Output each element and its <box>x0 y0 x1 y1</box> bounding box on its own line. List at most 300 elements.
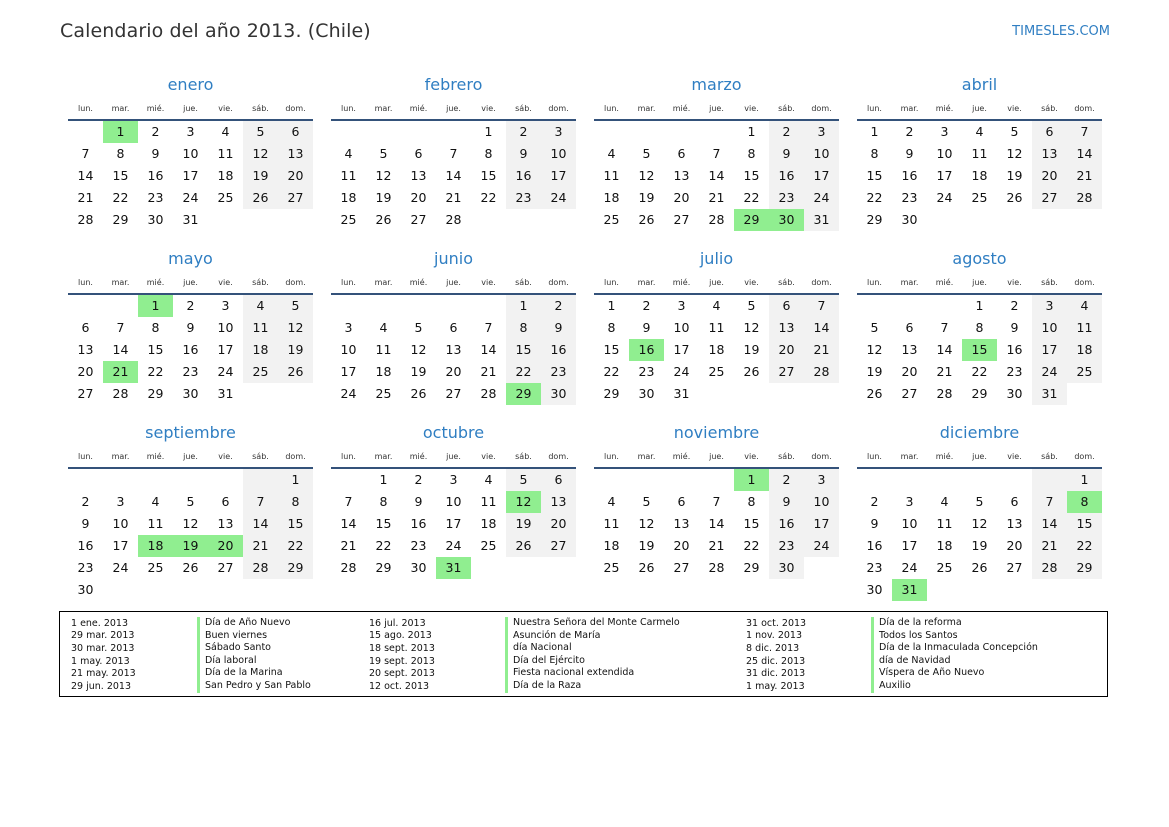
weekday-label: mar. <box>374 278 393 287</box>
day-cell: 14 <box>77 168 94 183</box>
month-diciembre <box>857 420 1102 597</box>
weekday-label: vie. <box>1007 104 1022 113</box>
weekday-label: lun. <box>341 452 356 461</box>
day-cell: 15 <box>1067 513 1102 535</box>
day-cell: 5 <box>975 494 984 509</box>
empty-cell <box>103 469 138 491</box>
day-cell: 11 <box>375 342 392 357</box>
day-cell: 19 <box>743 342 760 357</box>
day-grid <box>594 469 839 579</box>
day-cell: 20 <box>1006 538 1023 553</box>
day-cell: 21 <box>77 190 94 205</box>
day-cell: 29 <box>112 212 129 227</box>
day-cell: 4 <box>975 124 984 139</box>
day-cell: 17 <box>445 516 462 531</box>
day-cell: 10 <box>673 320 690 335</box>
day-cell: 25 <box>340 212 357 227</box>
weekday-label: jue. <box>709 104 724 113</box>
month-marzo <box>594 72 839 237</box>
day-cell: 31 <box>804 209 839 231</box>
day-cell: 25 <box>147 560 164 575</box>
day-cell: 24 <box>804 535 839 557</box>
page-title: Calendario del año 2013. (Chile) <box>60 20 371 42</box>
day-cell: 18 <box>1067 339 1102 361</box>
day-cell: 21 <box>340 538 357 553</box>
weekday-label: vie. <box>744 104 759 113</box>
legend-column <box>71 617 311 693</box>
day-cell: 10 <box>445 494 462 509</box>
day-cell: 26 <box>506 535 541 557</box>
day-cell: 20 <box>1032 165 1067 187</box>
day-cell: 5 <box>747 298 756 313</box>
empty-cell <box>68 121 103 143</box>
day-cell: 24 <box>936 190 953 205</box>
day-cell: 1 <box>484 124 493 139</box>
day-cell: 22 <box>506 361 541 383</box>
day-cell: 11 <box>243 317 278 339</box>
legend-date: 12 oct. 2013 <box>369 680 430 692</box>
day-cell: 25 <box>375 386 392 401</box>
month-noviembre <box>594 420 839 585</box>
day-cell: 28 <box>804 361 839 383</box>
day-cell: 12 <box>278 317 313 339</box>
empty-cell <box>331 295 366 317</box>
site-link[interactable]: TIMESLES.COM <box>1012 24 1110 39</box>
day-cell: 23 <box>1006 364 1023 379</box>
day-cell: 16 <box>866 538 883 553</box>
empty-cell <box>471 557 506 579</box>
legend-holiday-name: día Nacional <box>505 642 572 655</box>
day-cell: 23 <box>77 560 94 575</box>
empty-cell <box>436 121 471 143</box>
weekday-header <box>857 98 1102 121</box>
day-cell: 30 <box>1006 386 1023 401</box>
day-cell: 3 <box>541 121 576 143</box>
empty-cell <box>103 579 138 601</box>
day-cell: 28 <box>243 557 278 579</box>
day-cell: 1 <box>278 469 313 491</box>
day-cell: 22 <box>147 364 164 379</box>
legend-holiday-name: Buen viernes <box>197 630 267 643</box>
day-cell: 7 <box>116 320 125 335</box>
day-cell: 15 <box>375 516 392 531</box>
empty-cell <box>927 209 962 231</box>
legend-entry <box>746 642 1038 655</box>
day-cell: 2 <box>541 295 576 317</box>
day-cell: 16 <box>506 165 541 187</box>
day-cell: 26 <box>866 386 883 401</box>
day-cell: 18 <box>936 538 953 553</box>
weekday-label: mié. <box>409 104 428 113</box>
weekday-label: mié. <box>672 278 691 287</box>
day-cell: 12 <box>743 320 760 335</box>
weekday-label: vie. <box>218 104 233 113</box>
weekday-label: vie. <box>744 452 759 461</box>
legend-entry <box>369 630 680 643</box>
day-cell: 12 <box>375 168 392 183</box>
day-cell: 31 <box>217 386 234 401</box>
weekday-label: lun. <box>78 104 93 113</box>
day-cell: 13 <box>278 143 313 165</box>
day-cell: 4 <box>221 124 230 139</box>
empty-cell <box>243 469 278 491</box>
day-cell: 26 <box>278 361 313 383</box>
day-cell: 14 <box>708 168 725 183</box>
legend-holiday-name: día de Navidad <box>871 655 950 668</box>
day-cell: 8 <box>379 494 388 509</box>
day-cell: 30 <box>866 582 883 597</box>
day-cell: 31 <box>182 212 199 227</box>
day-cell: 24 <box>217 364 234 379</box>
day-cell: 16 <box>410 516 427 531</box>
day-cell: 3 <box>804 121 839 143</box>
weekday-label: vie. <box>218 278 233 287</box>
day-cell: 11 <box>603 168 620 183</box>
day-cell: 6 <box>677 146 686 161</box>
day-cell: 26 <box>182 560 199 575</box>
day-cell: 30 <box>901 212 918 227</box>
day-cell: 4 <box>712 298 721 313</box>
day-cell: 3 <box>677 298 686 313</box>
day-cell: 12 <box>1006 146 1023 161</box>
day-cell: 11 <box>971 146 988 161</box>
day-grid <box>331 295 576 405</box>
day-cell: 6 <box>1010 494 1019 509</box>
weekday-label: mié. <box>672 452 691 461</box>
weekday-header <box>594 98 839 121</box>
day-cell: 5 <box>379 146 388 161</box>
weekday-label: mar. <box>900 104 919 113</box>
day-cell: 20 <box>769 339 804 361</box>
weekday-label: jue. <box>446 452 461 461</box>
day-cell: 23 <box>769 535 804 557</box>
day-cell: 1 <box>1067 469 1102 491</box>
day-cell: 1 <box>138 295 173 317</box>
day-cell: 31 <box>1032 383 1067 405</box>
day-cell: 27 <box>445 386 462 401</box>
day-cell: 4 <box>151 494 160 509</box>
empty-cell <box>401 121 436 143</box>
empty-cell <box>629 121 664 143</box>
empty-cell <box>173 579 208 601</box>
day-cell: 27 <box>1006 560 1023 575</box>
day-cell: 10 <box>541 143 576 165</box>
weekday-label: sáb. <box>252 104 269 113</box>
day-cell: 17 <box>804 513 839 535</box>
day-cell: 11 <box>480 494 497 509</box>
day-cell: 27 <box>769 361 804 383</box>
day-cell: 21 <box>708 190 725 205</box>
weekday-header <box>68 98 313 121</box>
month-agosto <box>857 246 1102 411</box>
weekday-label: sáb. <box>778 104 795 113</box>
day-cell: 17 <box>1032 339 1067 361</box>
day-cell: 11 <box>603 516 620 531</box>
day-cell: 27 <box>541 535 576 557</box>
day-cell: 13 <box>541 491 576 513</box>
day-cell: 28 <box>445 212 462 227</box>
day-cell: 24 <box>673 364 690 379</box>
day-cell: 5 <box>414 320 423 335</box>
day-cell: 22 <box>480 190 497 205</box>
day-cell: 9 <box>186 320 195 335</box>
weekday-label: mié. <box>146 452 165 461</box>
weekday-label: mar. <box>111 278 130 287</box>
day-cell: 29 <box>1067 557 1102 579</box>
day-cell: 17 <box>936 168 953 183</box>
weekday-label: dom. <box>811 452 832 461</box>
weekday-label: vie. <box>1007 278 1022 287</box>
legend-entry <box>369 680 680 693</box>
weekday-label: dom. <box>1074 452 1095 461</box>
day-cell: 13 <box>445 342 462 357</box>
day-cell: 24 <box>541 187 576 209</box>
empty-cell <box>857 469 892 491</box>
day-cell: 16 <box>629 339 664 361</box>
day-cell: 27 <box>673 212 690 227</box>
day-cell: 26 <box>638 560 655 575</box>
day-cell: 11 <box>708 320 725 335</box>
weekday-label: sáb. <box>515 452 532 461</box>
day-cell: 12 <box>638 516 655 531</box>
day-cell: 23 <box>769 187 804 209</box>
day-cell: 16 <box>769 165 804 187</box>
day-cell: 22 <box>866 190 883 205</box>
weekday-label: vie. <box>744 278 759 287</box>
day-cell: 21 <box>480 364 497 379</box>
legend-column <box>746 617 1038 693</box>
day-cell: 9 <box>642 320 651 335</box>
day-cell: 7 <box>940 320 949 335</box>
month-name: enero <box>167 75 214 94</box>
legend-date: 30 mar. 2013 <box>71 642 135 654</box>
weekday-label: lun. <box>341 104 356 113</box>
day-cell: 25 <box>1067 361 1102 383</box>
legend-entry <box>746 680 1038 693</box>
day-cell: 19 <box>638 190 655 205</box>
day-cell: 2 <box>905 124 914 139</box>
day-cell: 1 <box>747 124 756 139</box>
month-name: junio <box>434 249 473 268</box>
weekday-label: dom. <box>548 452 569 461</box>
day-cell: 10 <box>804 491 839 513</box>
legend-date: 16 jul. 2013 <box>369 617 426 629</box>
weekday-label: vie. <box>1007 452 1022 461</box>
empty-cell <box>541 209 576 231</box>
day-cell: 22 <box>743 190 760 205</box>
weekday-label: mar. <box>111 452 130 461</box>
day-cell: 17 <box>340 364 357 379</box>
day-cell: 14 <box>708 516 725 531</box>
month-name: febrero <box>424 75 483 94</box>
day-cell: 1 <box>734 469 769 491</box>
day-cell: 11 <box>1067 317 1102 339</box>
weekday-label: sáb. <box>515 104 532 113</box>
weekday-header <box>331 446 576 469</box>
day-cell: 8 <box>506 317 541 339</box>
month-name: noviembre <box>673 423 760 442</box>
empty-cell <box>278 383 313 405</box>
empty-cell <box>997 579 1032 601</box>
day-cell: 2 <box>769 469 804 491</box>
legend-date: 29 mar. 2013 <box>71 630 135 642</box>
day-cell: 10 <box>217 320 234 335</box>
day-cell: 7 <box>449 146 458 161</box>
day-cell: 29 <box>147 386 164 401</box>
day-cell: 5 <box>278 295 313 317</box>
day-cell: 23 <box>901 190 918 205</box>
day-cell: 16 <box>182 342 199 357</box>
day-cell: 9 <box>905 146 914 161</box>
day-cell: 1 <box>975 298 984 313</box>
day-cell: 24 <box>445 538 462 553</box>
legend-entry <box>71 655 311 668</box>
day-cell: 21 <box>708 538 725 553</box>
day-cell: 19 <box>1006 168 1023 183</box>
day-cell: 29 <box>375 560 392 575</box>
empty-cell <box>68 295 103 317</box>
day-cell: 14 <box>243 513 278 535</box>
month-julio <box>594 246 839 411</box>
empty-cell <box>138 469 173 491</box>
legend-holiday-name: Asunción de María <box>505 630 601 643</box>
day-cell: 6 <box>278 121 313 143</box>
empty-cell <box>366 295 401 317</box>
empty-cell <box>892 295 927 317</box>
day-cell: 21 <box>243 535 278 557</box>
day-cell: 12 <box>182 516 199 531</box>
day-cell: 21 <box>1032 535 1067 557</box>
empty-cell <box>208 469 243 491</box>
empty-cell <box>541 557 576 579</box>
day-cell: 28 <box>708 212 725 227</box>
empty-cell <box>471 209 506 231</box>
day-cell: 17 <box>901 538 918 553</box>
day-cell: 27 <box>1032 187 1067 209</box>
legend-date: 19 sept. 2013 <box>369 655 435 667</box>
day-cell: 3 <box>1032 295 1067 317</box>
month-name: mayo <box>168 249 213 268</box>
day-cell: 8 <box>747 146 756 161</box>
weekday-label: vie. <box>481 104 496 113</box>
empty-cell <box>927 469 962 491</box>
legend-entry <box>71 642 311 655</box>
day-cell: 20 <box>208 535 243 557</box>
day-cell: 7 <box>804 295 839 317</box>
empty-cell <box>1067 579 1102 601</box>
day-cell: 25 <box>603 560 620 575</box>
empty-cell <box>366 121 401 143</box>
legend-date: 1 ene. 2013 <box>71 617 128 629</box>
empty-cell <box>331 469 366 491</box>
empty-cell <box>278 579 313 601</box>
legend-holiday-name: Nuestra Señora del Monte Carmelo <box>505 617 680 630</box>
day-cell: 22 <box>375 538 392 553</box>
day-cell: 5 <box>186 494 195 509</box>
day-cell: 18 <box>243 339 278 361</box>
day-cell: 26 <box>243 187 278 209</box>
empty-cell <box>208 579 243 601</box>
empty-cell <box>594 469 629 491</box>
day-cell: 27 <box>410 212 427 227</box>
day-cell: 22 <box>1067 535 1102 557</box>
weekday-label: mié. <box>409 452 428 461</box>
day-cell: 21 <box>1067 165 1102 187</box>
weekday-label: sáb. <box>515 278 532 287</box>
weekday-label: lun. <box>604 452 619 461</box>
empty-cell <box>506 209 541 231</box>
weekday-label: lun. <box>604 278 619 287</box>
day-cell: 16 <box>1006 342 1023 357</box>
month-name: septiembre <box>145 423 236 442</box>
day-cell: 19 <box>243 165 278 187</box>
day-cell: 3 <box>804 469 839 491</box>
legend-holiday-name: Día de la reforma <box>871 617 962 630</box>
day-cell: 11 <box>217 146 234 161</box>
weekday-label: jue. <box>183 452 198 461</box>
legend-date: 21 may. 2013 <box>71 668 136 680</box>
weekday-label: mar. <box>374 452 393 461</box>
day-cell: 15 <box>147 342 164 357</box>
day-cell: 27 <box>217 560 234 575</box>
day-cell: 12 <box>971 516 988 531</box>
weekday-label: dom. <box>285 452 306 461</box>
empty-cell <box>997 209 1032 231</box>
day-cell: 3 <box>905 494 914 509</box>
day-cell: 9 <box>151 146 160 161</box>
weekday-label: dom. <box>285 278 306 287</box>
weekday-label: mié. <box>146 278 165 287</box>
weekday-label: jue. <box>709 452 724 461</box>
empty-cell <box>1067 209 1102 231</box>
weekday-label: mié. <box>935 278 954 287</box>
day-grid <box>857 295 1102 405</box>
legend-date: 29 jun. 2013 <box>71 680 132 692</box>
day-cell: 18 <box>603 538 620 553</box>
weekday-header <box>857 446 1102 469</box>
day-cell: 10 <box>1032 317 1067 339</box>
empty-cell <box>927 579 962 601</box>
legend-holiday-name: Todos los Santos <box>871 630 958 643</box>
day-cell: 8 <box>607 320 616 335</box>
weekday-label: jue. <box>183 104 198 113</box>
day-cell: 20 <box>901 364 918 379</box>
weekday-label: sáb. <box>778 278 795 287</box>
day-cell: 23 <box>638 364 655 379</box>
day-cell: 6 <box>677 494 686 509</box>
empty-cell <box>243 383 278 405</box>
day-cell: 30 <box>769 557 804 579</box>
legend-entry <box>71 617 311 630</box>
legend-entry <box>71 680 311 693</box>
empty-cell <box>471 295 506 317</box>
day-cell: 5 <box>506 469 541 491</box>
day-cell: 2 <box>769 121 804 143</box>
day-cell: 15 <box>866 168 883 183</box>
weekday-label: mié. <box>146 104 165 113</box>
month-mayo <box>68 246 313 411</box>
day-cell: 19 <box>971 538 988 553</box>
day-cell: 18 <box>375 364 392 379</box>
weekday-label: mié. <box>935 104 954 113</box>
day-cell: 19 <box>410 364 427 379</box>
day-cell: 31 <box>436 557 471 579</box>
weekday-label: jue. <box>446 278 461 287</box>
day-cell: 12 <box>866 342 883 357</box>
day-cell: 25 <box>708 364 725 379</box>
day-cell: 13 <box>673 516 690 531</box>
day-cell: 27 <box>901 386 918 401</box>
